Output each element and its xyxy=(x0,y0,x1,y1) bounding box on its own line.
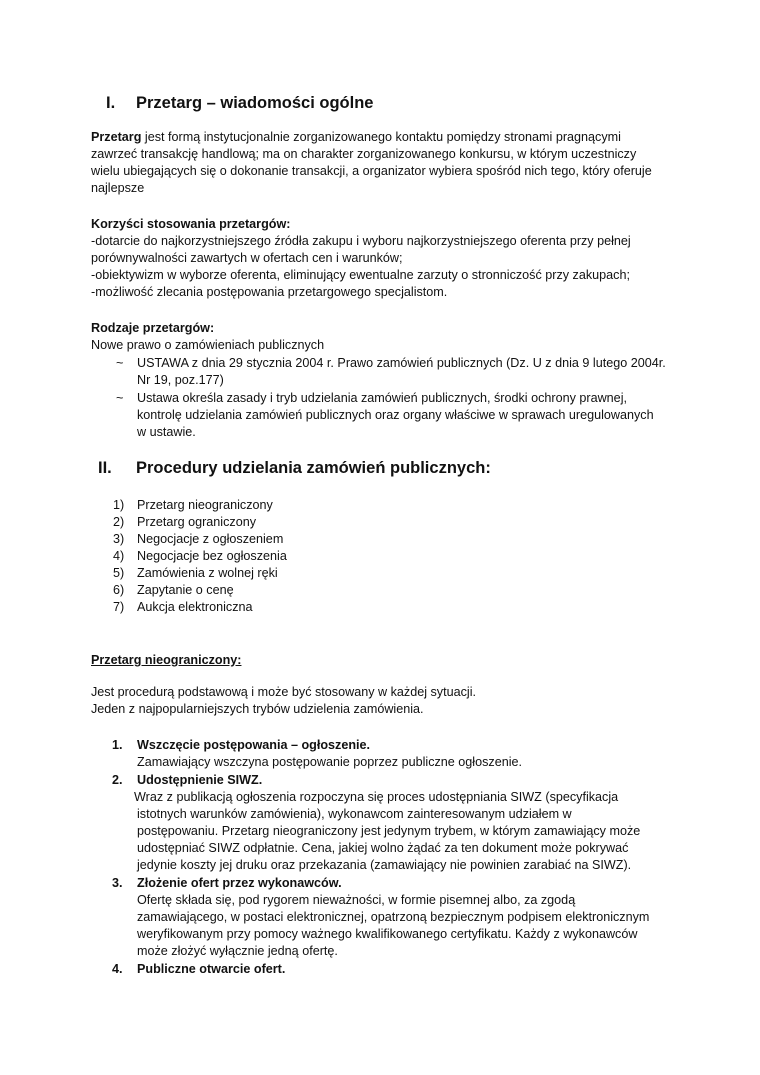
definition-term: Przetarg xyxy=(91,130,142,144)
section-1-numeral: I. xyxy=(106,94,116,112)
step-3-line-2: zamawiającego, w postaci elektronicznej, opatrzoną bezpiecznym podpisem elektronicznym xyxy=(137,910,650,924)
section-2-numeral: II. xyxy=(98,459,112,477)
procedure-item: Przetarg ograniczony xyxy=(137,515,257,529)
step-num: 4. xyxy=(112,962,123,976)
types-bullet-2-line-3: w ustawie. xyxy=(137,425,196,439)
step-num: 2. xyxy=(112,773,123,787)
step-title: Publiczne otwarcie ofert. xyxy=(137,962,286,976)
step-2-line-3: postępowaniu. Przetarg nieograniczony jest jedynym trybem, w którym zamawiający może xyxy=(137,824,641,838)
benefits-line-2: porównywalności zawartych w ofertach cen i warunków; xyxy=(91,251,403,265)
procedure-item: Negocjacje bez ogłoszenia xyxy=(137,549,287,563)
procedure-item: Zamówienia z wolnej ręki xyxy=(137,566,278,580)
unlimited-heading: Przetarg nieograniczony: xyxy=(91,653,242,667)
benefits-line-3: -obiektywizm w wyborze oferenta, eliminujący ewentualne zarzuty o stronniczość przy zakupach; xyxy=(91,268,630,282)
bullet-tilde-icon: ~ xyxy=(116,356,124,370)
procedure-num: 7) xyxy=(113,600,125,614)
procedure-num: 1) xyxy=(113,498,125,512)
section-1-title: Przetarg – wiadomości ogólne xyxy=(136,94,374,112)
step-title: Udostępnienie SIWZ. xyxy=(137,773,263,787)
step-num: 1. xyxy=(112,738,123,752)
step-num: 3. xyxy=(112,876,123,890)
benefits-line-4: -możliwość zlecania postępowania przetargowego specjalistom. xyxy=(91,285,448,299)
step-title: Wszczęcie postępowania – ogłoszenie. xyxy=(137,738,371,752)
types-heading: Rodzaje przetargów: xyxy=(91,321,215,335)
section-2-title: Procedury udzielania zamówień publicznych: xyxy=(136,459,491,477)
procedure-num: 3) xyxy=(113,532,125,546)
types-intro: Nowe prawo o zamówieniach publicznych xyxy=(91,338,325,352)
types-bullet-1-line-2: Nr 19, poz.177) xyxy=(137,373,224,387)
definition-line-1 xyxy=(91,129,621,146)
procedure-item: Aukcja elektroniczna xyxy=(137,600,253,614)
procedure-item: Zapytanie o cenę xyxy=(137,583,234,597)
procedure-num: 2) xyxy=(113,515,125,529)
types-bullet-2-line-1: Ustawa określa zasady i tryb udzielania zamówień publicznych, środki ochrony prawnej, xyxy=(137,391,627,405)
procedure-num: 6) xyxy=(113,583,125,597)
procedure-num: 4) xyxy=(113,549,125,563)
step-title: Złożenie ofert przez wykonawców. xyxy=(137,876,342,890)
step-1-line-1: Zamawiający wszczyna postępowanie poprzez publiczne ogłoszenie. xyxy=(137,755,523,769)
step-3-line-3: weryfikowanym przy pomocy ważnego kwalifikowanego certyfikatu. Każdy z wykonawców xyxy=(137,927,638,941)
unlimited-intro-line-1: Jest procedurą podstawową i może być stosowany w każdej sytuacji. xyxy=(91,685,476,699)
step-3-line-4: może złożyć wyłącznie jedną ofertę. xyxy=(137,944,338,958)
step-2-line-1: Wraz z publikacją ogłoszenia rozpoczyna się proces udostępniania SIWZ (specyfikacja xyxy=(134,790,619,804)
definition-line-4: najlepsze xyxy=(91,181,145,195)
types-bullet-1-line-1: USTAWA z dnia 29 stycznia 2004 r. Prawo zamówień publicznych (Dz. U z dnia 9 lutego 2004r. xyxy=(137,356,666,370)
step-2-line-5: jedynie koszty jej druku oraz przekazania (zamawiający nie powinien zarabiać na SIWZ). xyxy=(137,858,632,872)
step-3-line-1: Ofertę składa się, pod rygorem nieważności, w formie pisemnej albo, za zgodą xyxy=(137,893,576,907)
procedure-num: 5) xyxy=(113,566,125,580)
benefits-line-1: -dotarcie do najkorzystniejszego źródła zakupu i wyboru najkorzystniejszego oferenta przy pełnej xyxy=(91,234,631,248)
definition-line-2: zawrzeć transakcję handlową; ma on charakter zorganizowanego konkursu, w którym uczestniczy xyxy=(91,147,637,161)
types-bullet-2-line-2: kontrolę udzielania zamówień publicznych oraz organy właściwe w sprawach uregulowanych xyxy=(137,408,654,422)
procedure-item: Przetarg nieograniczony xyxy=(137,498,273,512)
bullet-tilde-icon: ~ xyxy=(116,391,124,405)
step-2-line-4: udostępniać SIWZ odpłatnie. Cena, jakiej wolno żądać za ten dokument może pokrywać xyxy=(137,841,629,855)
definition-rest: jest formą instytucjonalnie zorganizowanego kontaktu pomiędzy stronami pragnącymi xyxy=(141,130,621,144)
step-2-line-2: istotnych warunków zamówienia), wykonawcom zainteresowanym udziałem w xyxy=(137,807,572,821)
unlimited-intro-line-2: Jeden z najpopularniejszych trybów udzielenia zamówienia. xyxy=(91,702,424,716)
definition-line-3: wielu ubiegających się o dokonanie transakcji, a organizator wybiera spośród nich tego, który oferuje xyxy=(91,164,652,178)
benefits-heading: Korzyści stosowania przetargów: xyxy=(91,217,291,231)
procedure-item: Negocjacje z ogłoszeniem xyxy=(137,532,284,546)
